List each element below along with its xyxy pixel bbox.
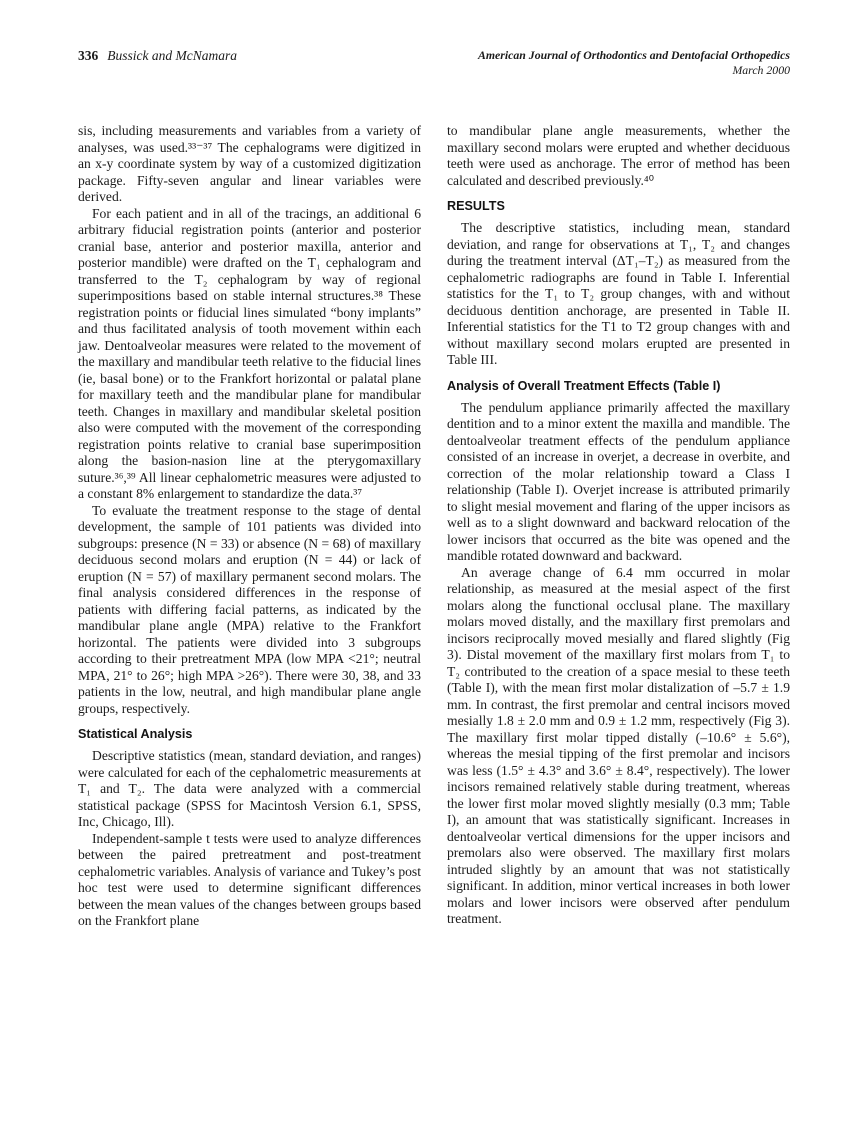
journal-title: American Journal of Orthodontics and Dentofacial Orthopedics bbox=[478, 48, 790, 62]
paragraph-independent-sample-tests: Independent-sample t tests were used to analyze differences between the paired pretreatment and post-treatment cephalometric variables. Analysis of variance and Tukey’s post hoc test were used to determine significant differences between the mean values of the changes between groups based on the Frankfort plane bbox=[78, 830, 421, 928]
header-right bbox=[478, 48, 790, 77]
paragraph-pendulum-effects: The pendulum appliance primarily affected the maxillary dentition and to a minor extent the maxilla and mandible. The dentoalveolar treatment effects of the pendulum appliance consisted of an increase in overjet, a decrease in overbite, and correction of the molar relationship toward a Class I relationship (Table I). Overjet increase is attributed primarily to slight mesial movement and flaring of the upper incisors as well as to a slight downward and backward relocation of the lower incisors that occurred as the bite was opened and the mandible rotated downward and backward. bbox=[447, 399, 790, 563]
issue-date: March 2000 bbox=[732, 62, 790, 77]
paragraph-subgroups: To evaluate the treatment response to the stage of dental development, the sample of 101 patients was divided into subgroups: presence (N = 33) or absence (N = 68) of maxillary deciduous second molars and eruption (N = 44) or lack of eruption (N = 57) of maxillary permanent second molars. The final analysis considered differences in the response of patients with differing facial patterns, as indicated by the mandibular plane angle (MPA) relative to the Frankfort horizontal. The patients were divided into 3 subgroups according to their pretreatment MPA (low MPA <21°; neutral MPA, 21° to 26°; high MPA >26°). There were 30, 38, and 33 patients in the low, neutral, and high mandibular plane angle groups, respectively. bbox=[78, 502, 421, 716]
page-number: 336 bbox=[78, 48, 99, 63]
page-body bbox=[78, 123, 790, 930]
header-left bbox=[78, 48, 237, 64]
left-column bbox=[78, 123, 421, 930]
heading-statistical-analysis: Statistical Analysis bbox=[78, 727, 193, 741]
paragraph-anchorage-continuation: to mandibular plane angle measurements, whether the maxillary second molars were erupted and whether deciduous teeth were used as anchorage. The error of method has been calculated and described previously.⁴⁰ bbox=[447, 123, 790, 188]
heading-overall-treatment-effects: Analysis of Overall Treatment Effects (Table I) bbox=[447, 378, 721, 393]
paragraph-descriptive-statistics: Descriptive statistics (mean, standard deviation, and ranges) were calculated for each of the cephalometric measurements at T₁ and T₂. The data were analyzed with a commercial statistical package (SPSS for Macintosh Version 6.1, SPSS, Inc, Chicago, Ill). bbox=[78, 748, 421, 829]
paragraph-fiducial-points: For each patient and in all of the tracings, an additional 6 arbitrary fiducial registration points (anterior and posterior cranial base, anterior and posterior maxilla, anterior and posterior mandible) were drafted on the T₁ cephalogram and transferred to the T₂ cephalogram by way of regional superimpositions based on stable internal structures.³⁸ These registration points or fiducial lines simulated “bony implants” and thus facilitated analysis of tooth movement within each jaw. Dentoalveolar measures were related to the movement of the maxillary and mandibular teeth relative to the fiducial lines (ie, basal bone) or to the Frankfort horizontal or palatal plane for maxillary teeth and the mandibular plane for mandibular teeth. Changes in maxillary and mandibular skeletal position also were computed with the movement of the corresponding registration points relative to cranial base superimposition along the basion-nasion line at the pterygomaxillary suture.³⁶,³⁹ All linear cephalometric measures were adjusted to a constant 8% enlargement to standardize the data.³⁷ bbox=[78, 205, 421, 501]
heading-results: RESULTS bbox=[447, 199, 505, 213]
running-authors: Bussick and McNamara bbox=[107, 48, 237, 63]
paragraph-average-change: An average change of 6.4 mm occurred in molar relationship, as measured at the mesial aspect of the first molars along the functional occlusal plane. The maxillary molars moved distally, and the maxillary first premolars and incisors reciprocally moved mesially and flared slightly (Fig 3). Distal movement of the maxillary first molars from T₁ to T₂ contributed to the creation of a space mesial to these teeth (Table I), with the mean first molar distalization of –5.7 ± 1.9 mm. In contrast, the first premolar and central incisors moved mesially 1.8 ± 2.0 mm and 0.9 ± 1.2 mm, respectively (Fig 3). The maxillary first molar tipped distally (–10.6° ± 5.6°), whereas the mesial tipping of the first premolar and incisors was less (1.5° ± 4.3° and 3.6° ± 8.4°, respectively). The lower incisors remained relatively stable during treatment, whereas the lower first molar moved slightly mesially (0.3 mm; Table I), an amount that was statistically significant. Increases in dentoalveolar vertical dimensions for the upper incisors and premolars also were observed. The maxillary first molars intruded slightly by an amount that was not statistically significant. In addition, minor vertical increases in both lower molars and lower incisors were observed after pendulum treatment. bbox=[447, 564, 790, 926]
paragraph-descriptive-overview: The descriptive statistics, including mean, standard deviation, and range for observations at T₁, T₂ and changes during the treatment interval (ΔT₁–T₂) as measured from the cephalometric radiographs are found in Table I. Inferential statistics for the T₁ to T₂ group changes, with and without deciduous dentition anchorage, are presented in Table II. Inferential statistics for the T1 to T2 group changes with and without maxillary second molars erupted are presented in Table III. bbox=[447, 220, 790, 367]
right-column bbox=[447, 123, 790, 930]
paragraph-methods-continuation: sis, including measurements and variables from a variety of analyses, was used.³³⁻³⁷ The cephalograms were digitized in an x-y coordinate system by way of a customized digitization package. Fifty-seven angular and linear variables were derived. bbox=[78, 123, 421, 204]
page-header bbox=[78, 48, 790, 77]
